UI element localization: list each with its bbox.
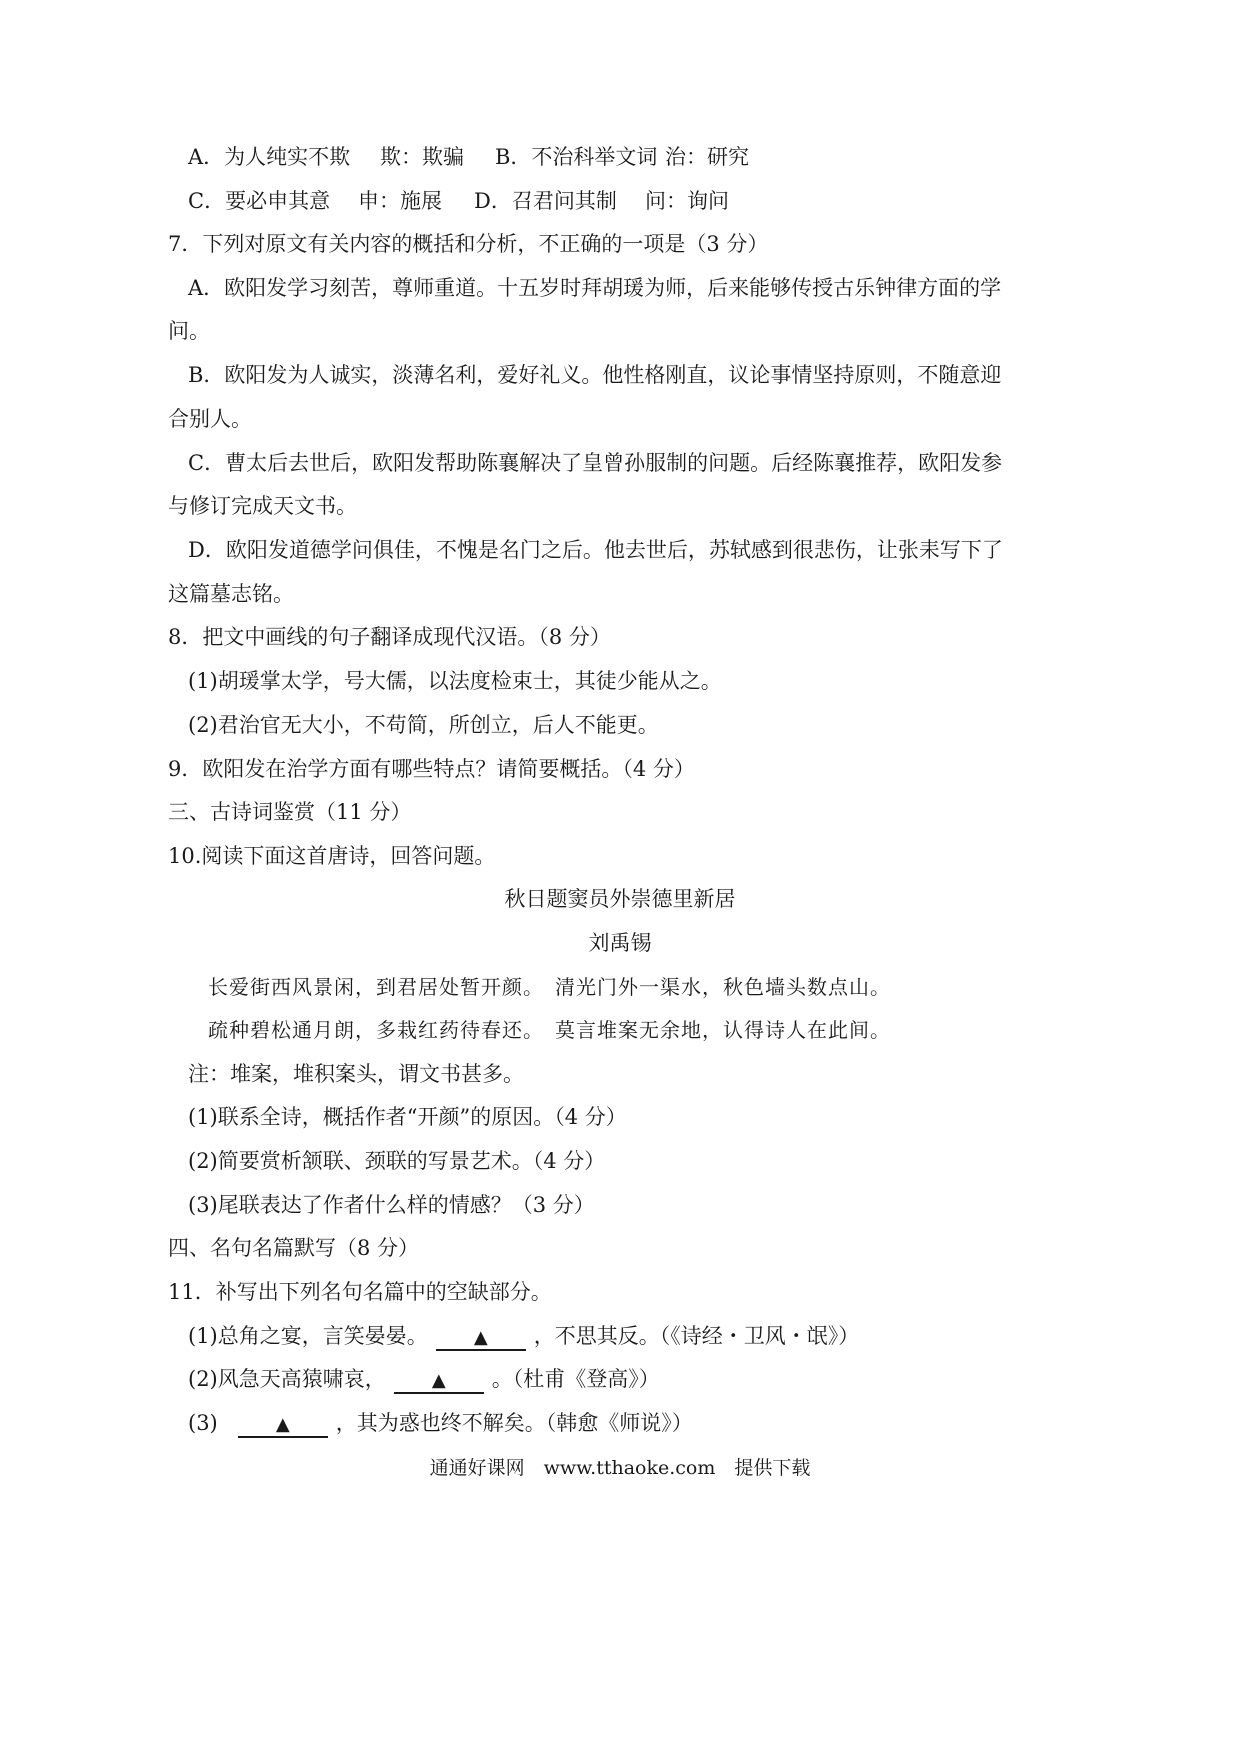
q7-option-a-line1: A．欧阳发学习刻苦，尊师重道。十五岁时拜胡瑗为师，后来能够传授古乐钟律方面的学: [188, 276, 1002, 300]
q10-sub-3: (3)尾联表达了作者什么样的情感？（3 分）: [188, 1193, 595, 1217]
q11-stem: 11．补写出下列名句名篇中的空缺部分。: [168, 1280, 552, 1304]
poem-note: 注：堆案，堆积案头，谓文书甚多。: [188, 1062, 524, 1086]
poem-line-2: 疏种碧松通月朗，多栽红药待春还。 莫言堆案无余地，认得诗人在此间。: [208, 1018, 891, 1042]
poem-author: 刘禹锡: [588, 931, 652, 955]
section-4-heading: 四、名句名篇默写（8 分）: [168, 1236, 420, 1260]
q11-item-1-before: (1)总角之宴，言笑晏晏。: [188, 1324, 428, 1348]
q6-option-b-gloss: 治：研究: [665, 145, 749, 169]
q10-sub-2: (2)简要赏析颔联、颈联的写景艺术。（4 分）: [188, 1149, 606, 1173]
q6-option-a: A．为人纯实不欺: [188, 145, 351, 169]
q6-option-d-gloss: 问：询问: [645, 189, 729, 213]
q11-item-3-blank[interactable]: [238, 1412, 328, 1438]
q11-item-2-blank[interactable]: [394, 1368, 484, 1394]
q8-stem: 8．把文中画线的句子翻译成现代汉语。（8 分）: [168, 625, 611, 649]
q6-option-d: D．召君问其制: [474, 189, 617, 213]
q7-option-c-line1: C．曹太后去世后，欧阳发帮助陈襄解决了皇曾孙服制的问题。后经陈襄推荐，欧阳发参: [188, 451, 1003, 475]
q7-option-c-line2: 与修订完成天文书。: [168, 494, 357, 518]
q9-stem: 9．欧阳发在治学方面有哪些特点？请简要概括。（4 分）: [168, 757, 695, 781]
q8-sentence-1: (1)胡瑗掌太学，号大儒，以法度检束士，其徒少能从之。: [188, 669, 722, 693]
q11-item-3: [188, 1409, 693, 1438]
q11-item-3-after: ，其为惑也终不解矣。（韩愈《师说》）: [335, 1411, 693, 1435]
q11-item-3-before: (3): [188, 1411, 218, 1435]
triangle-marker-icon: ▲: [431, 1370, 446, 1391]
poem-line-1: 长爱街西风景闲，到君居处暂开颜。 清光门外一渠水，秋色墙头数点山。: [208, 975, 891, 999]
q7-stem: 7．下列对原文有关内容的概括和分析，不正确的一项是（3 分）: [168, 232, 769, 256]
q10-sub-1: (1)联系全诗，概括作者“开颜”的原因。（4 分）: [188, 1105, 627, 1129]
q11-item-1: [188, 1322, 859, 1351]
q6-option-c: C．要必申其意: [188, 189, 331, 213]
q7-option-b-line2: 合别人。: [168, 407, 252, 431]
q11-item-2-after: 。（杜甫《登高》）: [491, 1367, 660, 1391]
q6-option-a-gloss: 欺：欺骗: [380, 145, 464, 169]
q10-stem: 10.阅读下面这首唐诗，回答问题。: [168, 844, 496, 868]
q11-item-1-after: ，不思其反。（《诗经・卫风・氓》）: [533, 1324, 860, 1348]
q11-item-1-blank[interactable]: [436, 1325, 526, 1351]
q11-item-2-before: (2)风急天高猿啸哀，: [188, 1367, 386, 1391]
q6-option-b: B．不治科举文词: [495, 145, 658, 169]
section-3-heading: 三、古诗词鉴赏（11 分）: [168, 800, 412, 824]
q11-item-2: [188, 1365, 660, 1394]
q7-option-d-line1: D．欧阳发道德学问俱佳，不愧是名门之后。他去世后，苏轼感到很悲伤，让张耒写下了: [188, 538, 1003, 562]
poem-title: 秋日题窦员外崇德里新居: [504, 887, 736, 911]
triangle-marker-icon: ▲: [275, 1414, 290, 1435]
page-footer: 通通好课网 www.tthaoke.com 提供下载: [429, 1457, 811, 1479]
q6-option-c-gloss: 申：施展: [358, 189, 442, 213]
q7-option-a-line2: 问。: [168, 319, 210, 343]
triangle-marker-icon: ▲: [473, 1327, 488, 1348]
q7-option-d-line2: 这篇墓志铭。: [168, 582, 294, 606]
q7-option-b-line1: B．欧阳发为人诚实，淡薄名利，爱好礼义。他性格刚直，议论事情坚持原则，不随意迎: [188, 363, 1002, 387]
q8-sentence-2: (2)君治官无大小，不苟简，所创立，后人不能更。: [188, 713, 659, 737]
